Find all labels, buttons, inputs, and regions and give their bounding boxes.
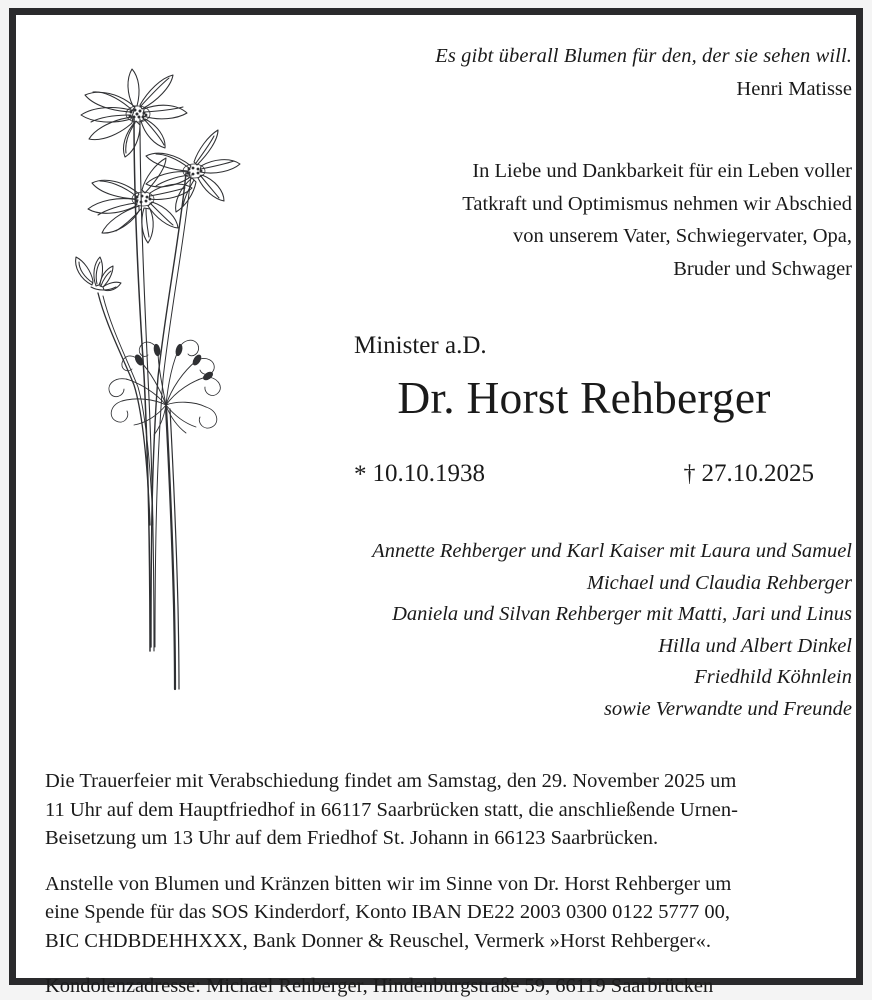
birth-star-icon: * bbox=[354, 461, 367, 488]
death-cross-icon: † bbox=[683, 461, 696, 487]
family-line: Michael und Claudia Rehberger bbox=[586, 571, 852, 594]
donation-line: eine Spende für das SOS Kinderdorf, Konto IBAN DE22 2003 0300 0122 5777 00, bbox=[45, 901, 730, 923]
daisy-bloom-top bbox=[81, 69, 187, 157]
notice-frame bbox=[9, 8, 863, 997]
condolence-line: Kondolenzadresse: Michael Rehberger, Hindenburgstraße 59, 66119 Saarbrücken bbox=[45, 975, 714, 997]
service-line: Beisetzung um 13 Uhr auf dem Friedhof St. Johann in 66123 Saarbrücken. bbox=[45, 827, 659, 849]
quote-author: Henri Matisse bbox=[736, 78, 852, 100]
family-line: Annette Rehberger und Karl Kaiser mit Laura und Samuel bbox=[372, 540, 852, 562]
donation-paragraph bbox=[45, 870, 849, 956]
service-line: Die Trauerfeier mit Verabschiedung findet am Samstag, den 29. November 2025 um bbox=[45, 770, 737, 792]
notice-canvas bbox=[16, 15, 856, 997]
daisy-bloom-middle bbox=[88, 158, 192, 243]
dedication-line: Bruder und Schwager bbox=[673, 257, 852, 280]
death-date: 27.10.2025 bbox=[701, 460, 814, 487]
condolence-paragraph bbox=[45, 972, 849, 1001]
seed-buds bbox=[133, 343, 214, 382]
funeral-service-paragraph bbox=[45, 767, 849, 853]
dedication-line: In Liebe und Dankbarkeit für ein Leben voller bbox=[472, 160, 852, 182]
curling-tendrils bbox=[109, 340, 220, 435]
death-date-item bbox=[684, 458, 815, 491]
daisy-bud bbox=[76, 257, 121, 291]
donation-line: Anstelle von Blumen und Kränzen bitten wir im Sinne von Dr. Horst Rehberger um bbox=[45, 872, 732, 895]
birth-date: 10.10.1938 bbox=[372, 460, 485, 487]
family-line: Friedhild Köhnlein bbox=[694, 666, 852, 688]
deceased-name: Dr. Horst Rehberger bbox=[397, 372, 771, 423]
service-line: 11 Uhr auf dem Hauptfriedhof in 66117 Saarbrücken statt, die anschließende Urnen- bbox=[45, 798, 738, 821]
family-line: Daniela und Silvan Rehberger mit Matti, Jari und Linus bbox=[392, 603, 852, 625]
upper-text-column bbox=[316, 41, 852, 285]
deceased-name-block bbox=[316, 331, 852, 428]
family-line: sowie Verwandte und Freunde bbox=[603, 697, 852, 720]
birth-date-item bbox=[354, 458, 485, 491]
flower-center bbox=[126, 106, 150, 122]
daisy-stems bbox=[98, 119, 191, 651]
dedication-line: Tatkraft und Optimismus nehmen wir Abschied bbox=[462, 192, 852, 215]
wispy-seedhead-flower bbox=[109, 340, 220, 689]
flower-center bbox=[183, 164, 205, 178]
deceased-role: Minister a.D. bbox=[354, 332, 487, 359]
family-line: Hilla und Albert Dinkel bbox=[658, 634, 852, 657]
donation-line: BIC CHDBDEHHXXX, Bank Donner & Reuschel, Vermerk »Horst Rehberger«. bbox=[45, 929, 711, 952]
flower-center bbox=[132, 192, 154, 206]
dedication-text bbox=[316, 155, 852, 285]
daisy-bloom-right bbox=[146, 130, 240, 212]
flower-line-art-illustration bbox=[34, 55, 294, 675]
quote-text: Es gibt überall Blumen für den, der sie sehen will. bbox=[435, 45, 852, 67]
life-dates bbox=[316, 458, 852, 491]
dedication-line: von unserem Vater, Schwiegervater, Opa, bbox=[513, 225, 852, 247]
family-mourners-list bbox=[266, 536, 852, 725]
service-details-block bbox=[45, 767, 849, 1001]
